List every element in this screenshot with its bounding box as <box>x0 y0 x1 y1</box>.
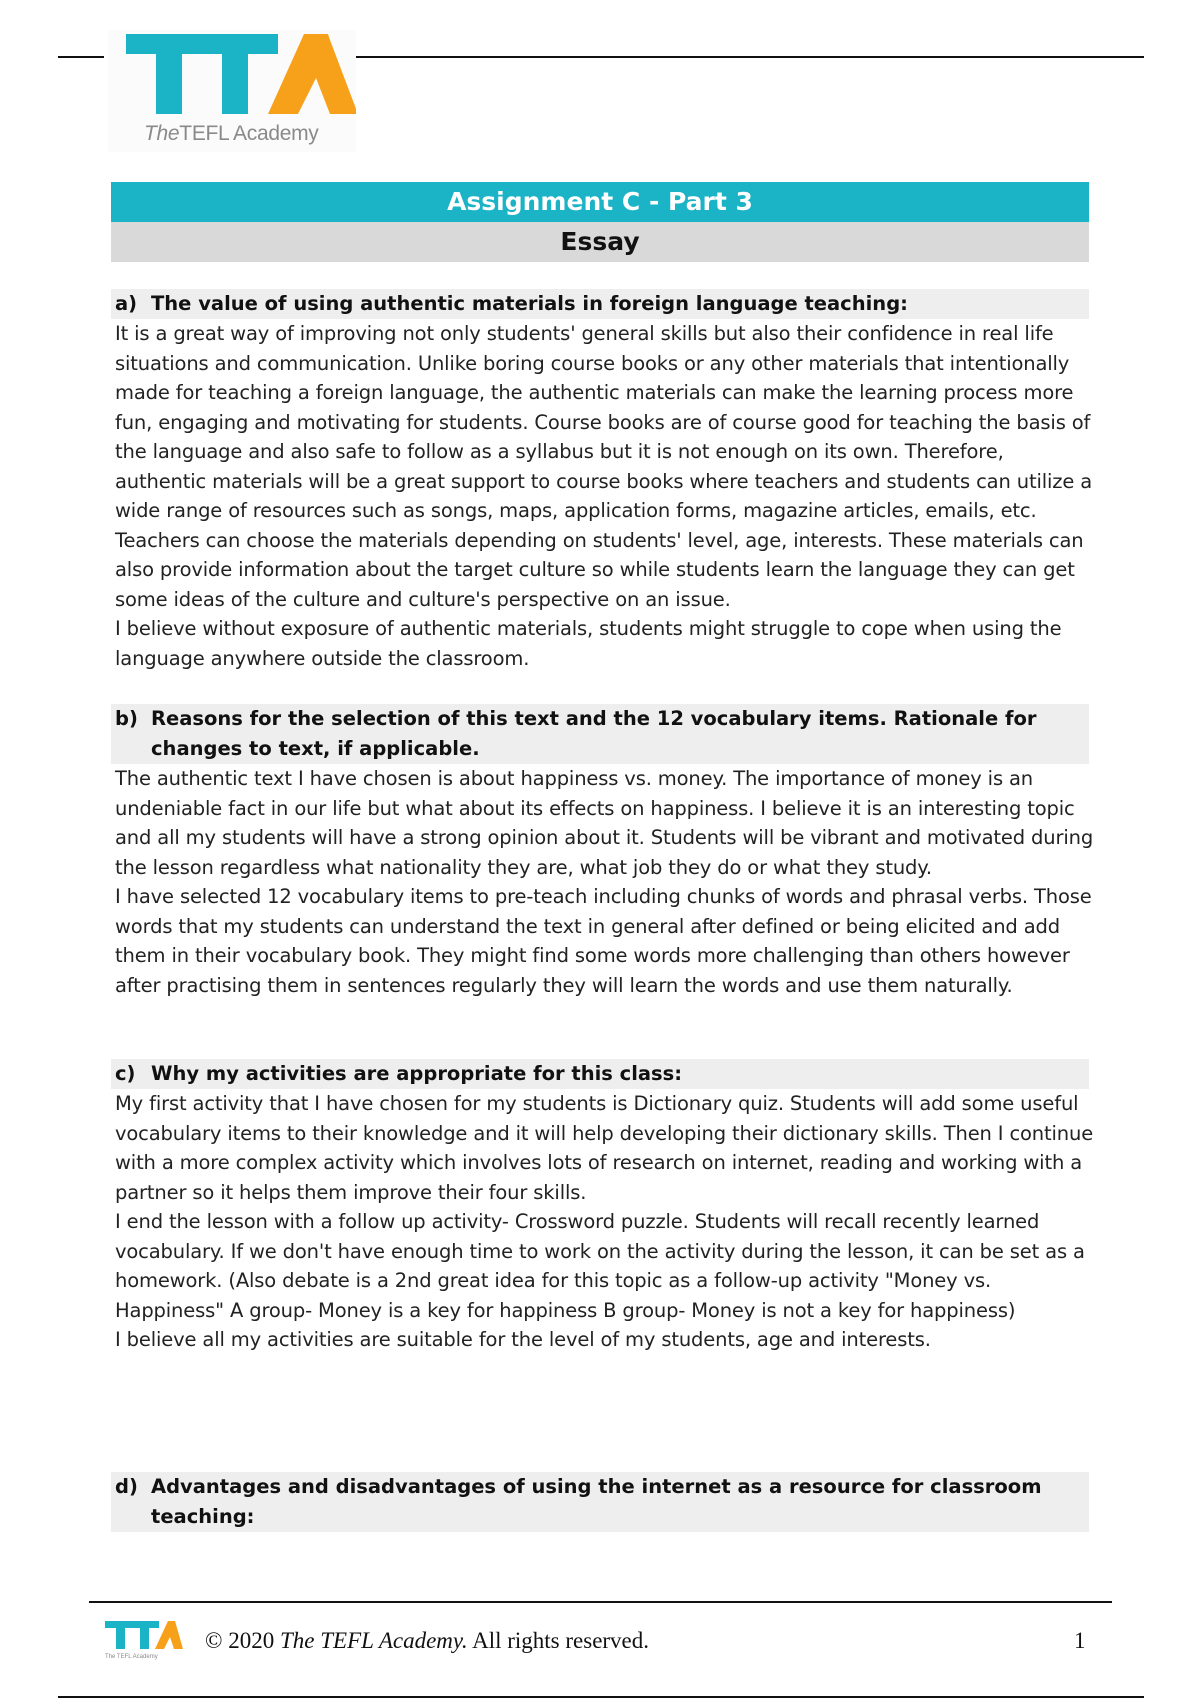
tta-logo-mark <box>108 30 356 126</box>
section-c-title: Why my activities are appropriate for this class: <box>151 1062 683 1085</box>
footer-logo-mark <box>103 1617 183 1661</box>
footer-logo <box>103 1617 183 1661</box>
paragraph: I believe all my activities are suitable for the level of my students, age and interests. <box>115 1328 931 1351</box>
section-a-letter: a) <box>115 292 138 315</box>
page-number: 1 <box>1074 1628 1086 1653</box>
paragraph: I have selected 12 vocabulary items to pre-teach including chunks of words and phrasal verbs. Those words that my students can understand the text in general after defined or being elicited and add them in their vocabulary book. They might find some words more challenging than others however after practising them in sentences regularly they will learn the words and use them naturally. <box>115 885 1092 997</box>
logo-tagline: TheTEFL Academy <box>144 122 319 145</box>
section-a-title: The value of using authentic materials in foreign language teaching: <box>151 292 908 315</box>
paragraph: I believe without exposure of authentic materials, students might struggle to cope when using the language anywhere outside the classroom. <box>115 617 1062 670</box>
bottom-rule <box>58 1696 1144 1698</box>
section-c-heading <box>111 1059 1089 1089</box>
section-d-letter: d) <box>115 1475 138 1498</box>
top-rule-right <box>356 56 1144 58</box>
assignment-title: Assignment C - Part 3 <box>111 182 1089 222</box>
tta-logo <box>108 30 356 152</box>
section-b-heading <box>111 704 1089 764</box>
svg-text:The TEFL Academy: The TEFL Academy <box>105 1654 158 1660</box>
section-d-title: Advantages and disadvantages of using the internet as a resource for classroom teaching: <box>151 1475 1042 1528</box>
section-c-body <box>115 1089 1095 1355</box>
copyright-notice: © 2020 The TEFL Academy. All rights reserved. <box>205 1628 650 1653</box>
essay-subtitle: Essay <box>111 222 1089 262</box>
paragraph: It is a great way of improving not only students' general skills but also their confidence in real life situations and communication. Unlike boring course books or any other materials that intentionally made for teaching a foreign language, the authentic materials can make the learning process more fun, engaging and motivating for students. Course books are of course good for teaching the basis of the language and also safe to follow as a syllabus but it is not enough on its own. Therefore, authentic materials will be a great support to course books where teachers and students can utilize a wide range of resources such as songs, maps, application forms, magazine articles, emails, etc. Teachers can choose the materials depending on students' level, age, interests. These materials can also provide information about the target culture so while students learn the language they can get some ideas of the culture and culture's perspective on an issue. <box>115 322 1093 611</box>
section-d-heading <box>111 1472 1089 1532</box>
section-b-body <box>115 764 1095 1000</box>
section-a-heading <box>111 289 1089 319</box>
paragraph: I end the lesson with a follow up activity- Crossword puzzle. Students will recall recently learned vocabulary. If we don't have enough time to work on the activity during the lesson, it can be set as a homework. (Also debate is a 2nd great idea for this topic as a follow-up activity "Money vs. Happiness" A group- Money is a key for happiness B group- Money is not a key for happiness) <box>115 1210 1085 1322</box>
paragraph: My first activity that I have chosen for my students is Dictionary quiz. Students will add some useful vocabulary items to their knowledge and it will help developing their dictionary skills. Then I continue with a more complex activity which involves lots of research on internet, reading and working with a partner so it helps them improve their four skills. <box>115 1092 1094 1204</box>
section-a-body <box>115 319 1095 673</box>
footer-rule <box>89 1601 1112 1603</box>
top-rule-left <box>58 56 104 58</box>
section-b-title: Reasons for the selection of this text and the 12 vocabulary items. Rationale for changes to text, if applicable. <box>151 707 1037 760</box>
section-c-letter: c) <box>115 1062 136 1085</box>
section-b-letter: b) <box>115 707 138 730</box>
paragraph: The authentic text I have chosen is about happiness vs. money. The importance of money is an undeniable fact in our life but what about its effects on happiness. I believe it is an interesting topic and all my students will have a strong opinion about it. Students will be vibrant and motivated during the lesson regardless what nationality they are, what job they do or what they study. <box>115 767 1094 879</box>
